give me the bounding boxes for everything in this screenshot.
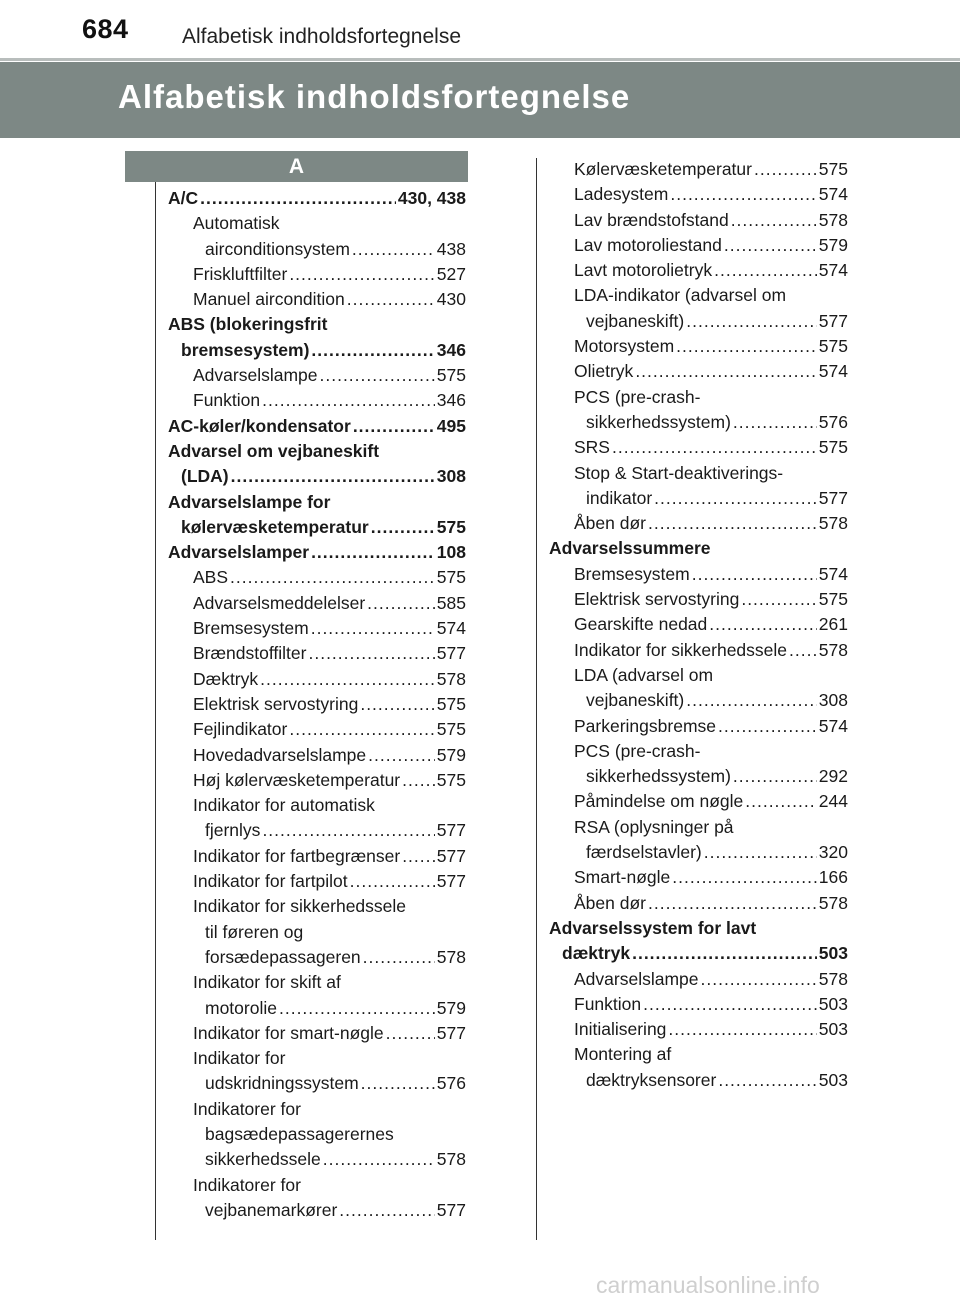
index-entry-page[interactable]: 108 [436,542,466,563]
dot-leader [289,262,434,287]
index-entry-term: Lavt motorolietryk [574,260,713,281]
index-entry-page[interactable]: 503 [818,993,848,1014]
index-entry [549,663,848,688]
index-entry-page[interactable]: 578 [818,968,848,989]
dot-leader [339,1198,435,1223]
index-entry-term: dæktryksensorer [586,1069,717,1090]
index-entry-page[interactable]: 527 [436,263,466,284]
index-entry [549,461,848,486]
index-entry-page[interactable]: 346 [436,339,466,360]
index-entry-term: dæktryk [562,943,631,964]
index-entry-page[interactable]: 430 [436,289,466,310]
dot-leader [361,1071,435,1096]
dot-leader [789,638,817,663]
index-entry-page[interactable]: 585 [436,592,466,613]
index-entry-page[interactable]: 261 [818,614,848,635]
index-entry-page[interactable]: 578 [818,892,848,913]
dot-leader [733,410,817,435]
index-entry-term: Høj kølervæsketemperatur [193,769,401,790]
index-entry-page[interactable]: 578 [818,513,848,534]
dot-leader [676,334,817,359]
index-entry-page[interactable]: 578 [436,946,466,967]
index-entry-page[interactable]: 578 [818,639,848,660]
index-entry [168,540,466,565]
index-entry [168,1021,466,1046]
index-entry-term: vejbaneskift) [586,310,685,331]
dot-leader [754,157,817,182]
dot-leader [386,1021,435,1046]
index-entry [168,211,466,236]
dot-leader [741,587,816,612]
dot-leader [668,1017,816,1042]
index-entry [549,764,848,789]
dot-leader [363,945,435,970]
dot-leader [692,562,817,587]
index-entry-page[interactable]: 308 [436,466,466,487]
index-entry [549,258,848,283]
index-entry [168,1173,466,1198]
running-title: Alfabetisk indholdsfortegnelse [182,25,462,48]
index-entry [549,789,848,814]
index-entry [168,844,466,869]
index-entry-term: RSA (oplysninger på [574,816,734,837]
index-entry [168,464,466,489]
index-entry-page[interactable]: 574 [818,563,848,584]
index-entry-term: Advarselssystem for lavt [549,917,757,938]
index-entry [168,1122,466,1147]
index-entry-term: Dæktryk [193,668,259,689]
index-entry-page[interactable]: 575 [436,719,466,740]
index-entry-term: Bremsesystem [574,563,690,584]
page-header [0,0,960,58]
index-entry-term: vejbaneskift) [586,690,685,711]
index-entry-term: Åben dør [574,513,646,534]
index-entry-term: Indikator for [193,1048,286,1069]
index-entry-term: Friskluftfilter [193,263,288,284]
index-entry [549,208,848,233]
index-entry-term: Advarsel om vejbaneskift [168,440,380,461]
column2-rule [536,158,537,1240]
page-number: 684 [82,14,129,44]
index-entry-term: Fejlindikator [193,719,288,740]
index-entry-term: Initialisering [574,1019,667,1040]
index-entry-term: Funktion [574,993,642,1014]
index-entry-page[interactable]: 575 [818,159,848,179]
index-entry [549,865,848,890]
index-entry [168,667,466,692]
index-column-1 [168,186,466,1223]
index-entry [168,515,466,540]
index-entry-term: AC-køler/kondensator [168,415,351,436]
index-entry-term: airconditionsystem [205,238,350,259]
index-entry-term: Advarselssummere [549,538,711,559]
index-entry [168,920,466,945]
index-entry [168,186,466,211]
index-entry-term: Hovedadvarselslampe [193,744,367,765]
index-entry [549,182,848,207]
index-entry [168,414,466,439]
dot-leader [311,616,435,641]
index-entry [168,869,466,894]
header-divider [0,58,960,61]
index-entry [549,1017,848,1042]
index-entry-page[interactable]: 577 [818,310,848,331]
index-entry-page[interactable]: 575 [818,589,848,610]
index-entry-page[interactable]: 576 [818,411,848,432]
dot-leader [279,996,435,1021]
index-entry-term: PCS (pre-crash- [574,386,701,407]
index-entry [549,486,848,511]
index-entry [549,840,848,865]
index-entry-term: Montering af [574,1044,672,1065]
index-entry-page[interactable]: 503 [818,943,848,964]
index-entry-page[interactable]: 574 [818,715,848,736]
index-entry [549,815,848,840]
dot-leader [367,591,435,616]
index-entry-term: Indikator for sikkerhedssele [193,896,407,917]
dot-leader [200,186,396,211]
index-entry-page[interactable]: 578 [436,1149,466,1170]
index-entry-term: vejbanemarkører [205,1199,338,1220]
dot-leader [648,891,817,916]
index-entry-term: Advarselslampe [193,365,318,386]
dot-leader [718,1068,816,1093]
dot-leader [709,612,817,637]
index-entry-term: Indikator for skift af [193,972,341,993]
index-entry [549,714,848,739]
index-entry [549,562,848,587]
index-entry [168,490,466,515]
index-entry [168,1097,466,1122]
index-entry-page[interactable]: 575 [436,769,466,790]
index-entry [549,359,848,384]
index-entry-page[interactable]: 577 [436,871,466,892]
dot-leader [672,865,817,890]
index-entry-term: Indikatorer for [193,1174,301,1195]
index-entry-page[interactable]: 579 [818,234,848,255]
dot-leader [311,338,434,363]
index-entry [168,1071,466,1096]
index-entry-term: Åben dør [574,892,646,913]
dot-leader [262,388,435,413]
index-entry [549,739,848,764]
dot-leader [350,869,435,894]
index-entry-term: Indikator for smart-nøgle [193,1022,384,1043]
dot-leader [733,764,817,789]
index-entry-term: Motorsystem [574,336,675,357]
index-entry [168,262,466,287]
dot-leader [402,768,435,793]
index-entry-term: Olietryk [574,361,634,382]
index-entry-term: Indikatorer for [193,1098,301,1119]
index-entry-term: LDA (advarsel om [574,664,714,685]
index-entry-page[interactable]: 575 [436,693,466,714]
index-entry [168,237,466,262]
index-entry-page[interactable]: 430, 438 [397,188,466,208]
index-entry-term: kølervæsketemperatur [181,516,369,537]
dot-leader [701,967,817,992]
index-entry-page[interactable]: 575 [818,336,848,357]
index-entry-term: sikkerhedssystem) [586,411,731,432]
dot-leader [360,692,434,717]
index-entry-term: LDA-indikator (advarsel om [574,285,787,306]
index-entry [168,565,466,590]
index-entry-page[interactable]: 575 [436,567,466,588]
index-entry [168,717,466,742]
index-entry-page[interactable]: 574 [436,618,466,639]
index-entry [549,688,848,713]
index-entry-page[interactable]: 574 [818,361,848,382]
index-entry [168,591,466,616]
index-entry-term: Manuel aircondition [193,289,345,310]
dot-leader [724,233,817,258]
index-entry-term: Indikator for sikkerhedssele [574,639,788,660]
dot-leader [612,435,817,460]
index-entry [168,945,466,970]
index-entry [168,894,466,919]
column1-rule [155,182,156,1240]
dot-leader [311,540,435,565]
dot-leader [289,717,434,742]
index-entry [168,970,466,995]
index-entry-term: Smart-nøgle [574,867,671,888]
index-entry [549,334,848,359]
dot-leader [262,818,434,843]
dot-leader [323,1147,435,1172]
index-entry-page[interactable]: 503 [818,1069,848,1090]
index-entry-page[interactable]: 575 [818,437,848,458]
index-entry-term: ABS [193,567,229,588]
index-entry-term: Advarselslampe [574,968,699,989]
dot-leader [368,743,435,768]
index-entry-term: ABS (blokeringsfrit [168,314,328,335]
index-entry-term: Gearskifte nedad [574,614,708,635]
index-entry-page[interactable]: 495 [436,415,466,436]
index-entry-term: A/C [168,188,199,208]
index-entry-term: indikator [586,487,653,508]
index-entry-term: Funktion [193,390,261,411]
index-entry [168,641,466,666]
index-entry-term: Advarselslampe for [168,491,331,512]
dot-leader [714,258,817,283]
index-entry [549,309,848,334]
index-entry-page[interactable]: 577 [818,487,848,508]
index-entry-term: Advarselsmeddelelser [193,592,366,613]
index-entry [168,616,466,641]
index-entry-page[interactable]: 579 [436,997,466,1018]
dot-leader [648,511,817,536]
index-entry [168,287,466,312]
index-entry [168,768,466,793]
index-entry-page[interactable]: 577 [436,845,466,866]
index-entry [168,363,466,388]
index-entry [549,941,848,966]
dot-leader [352,237,435,262]
index-entry [168,996,466,1021]
index-entry [549,511,848,536]
index-entry [168,388,466,413]
index-entry-page[interactable]: 308 [818,690,848,711]
index-entry [549,612,848,637]
index-entry [168,1198,466,1223]
index-entry-page[interactable]: 438 [436,238,466,259]
index-entry [549,283,848,308]
index-entry [549,992,848,1017]
index-entry [549,157,848,182]
index-entry [168,1147,466,1172]
index-entry-term: Elektrisk servostyring [193,693,359,714]
index-entry-term: SRS [574,437,610,458]
index-entry [549,410,848,435]
index-entry [168,312,466,337]
index-entry [168,692,466,717]
dot-leader [402,844,435,869]
index-entry-page[interactable]: 575 [436,365,466,386]
index-column-2 [549,157,848,1093]
index-entry-term: Stop & Start-deaktiverings- [574,462,784,483]
index-entry-page[interactable]: 244 [818,791,848,812]
dot-leader [353,414,435,439]
index-entry [168,338,466,363]
dot-leader [745,789,817,814]
dot-leader [231,464,435,489]
watermark: carmanualsonline.info [596,1272,820,1298]
index-entry-page[interactable]: 292 [818,766,848,787]
index-entry [549,891,848,916]
index-entry [549,1068,848,1093]
index-entry [549,916,848,941]
index-entry-term: Bremsesystem [193,618,309,639]
index-entry-page[interactable]: 577 [436,643,466,664]
dot-leader [643,992,817,1017]
index-entry-page[interactable]: 320 [818,842,848,863]
index-entry-term: sikkerhedssystem) [586,766,731,787]
index-entry-page[interactable]: 574 [818,260,848,281]
index-entry [549,967,848,992]
index-entry-term: bremsesystem) [181,339,310,360]
index-entry-term: Elektrisk servostyring [574,589,740,610]
dot-leader [371,515,435,540]
index-entry-page[interactable]: 578 [818,209,848,230]
index-entry-term: Advarselslamper [168,542,310,563]
page-title: Alfabetisk indholdsfortegnelse [118,78,631,115]
dot-leader [718,714,817,739]
dot-leader [670,182,816,207]
index-entry-term: Ladesystem [574,184,669,205]
index-entry-term: Lav brændstofstand [574,209,729,230]
index-entry-term: Påmindelse om nøgle [574,791,744,812]
dot-leader [654,486,817,511]
index-entry-page[interactable]: 577 [436,820,466,841]
dot-leader [632,941,817,966]
dot-leader [230,565,435,590]
index-entry-term: fjernlys [205,820,261,841]
index-entry-page[interactable]: 578 [436,668,466,689]
index-entry-term: udskridningssystem [205,1073,359,1094]
index-entry-page[interactable]: 577 [436,1199,466,1220]
index-entry [549,233,848,258]
index-entry-page[interactable]: 579 [436,744,466,765]
index-entry [549,435,848,460]
index-entry-term: færdselstavler) [586,842,702,863]
index-entry-page[interactable]: 346 [436,390,466,411]
index-entry [549,385,848,410]
dot-leader [686,688,817,713]
index-entry [168,818,466,843]
index-entry [549,638,848,663]
index-entry-page[interactable]: 166 [818,867,848,888]
index-entry-page[interactable]: 576 [436,1073,466,1094]
index-entry [168,1046,466,1071]
dot-leader [731,208,817,233]
index-entry-term: motorolie [205,997,277,1018]
index-entry [549,1042,848,1067]
dot-leader [260,667,435,692]
index-entry [549,587,848,612]
dot-leader [308,641,434,666]
dot-leader [635,359,816,384]
index-entry-term: til føreren og [205,921,304,942]
dot-leader [686,309,817,334]
dot-leader [320,363,435,388]
index-entry [168,439,466,464]
index-entry-term: Brændstoffilter [193,643,307,664]
dot-leader [347,287,435,312]
index-entry-term: Kølervæsketemperatur [574,159,752,179]
index-entry [549,536,848,561]
index-entry-term: Indikator for fartbegrænser [193,845,401,866]
index-entry-term: PCS (pre-crash- [574,740,701,761]
index-entry-term: Automatisk [193,213,280,234]
index-entry-page[interactable]: 575 [436,516,466,537]
index-entry-page[interactable]: 503 [818,1019,848,1040]
index-entry [168,793,466,818]
index-entry-term: Indikator for automatisk [193,795,375,816]
index-entry [168,743,466,768]
index-entry-term: bagsædepassagerernes [205,1123,394,1144]
dot-leader [704,840,817,865]
index-entry-term: Indikator for fartpilot [193,871,348,892]
index-entry-page[interactable]: 574 [818,184,848,205]
index-entry-page[interactable]: 577 [436,1022,466,1043]
index-entry-term: (LDA) [181,466,229,487]
section-letter-header: A [125,151,468,182]
index-entry-term: Parkeringsbremse [574,715,716,736]
index-entry-term: Lav motoroliestand [574,234,722,255]
index-entry-term: sikkerhedssele [205,1149,321,1170]
index-entry-term: forsædepassageren [205,946,361,967]
